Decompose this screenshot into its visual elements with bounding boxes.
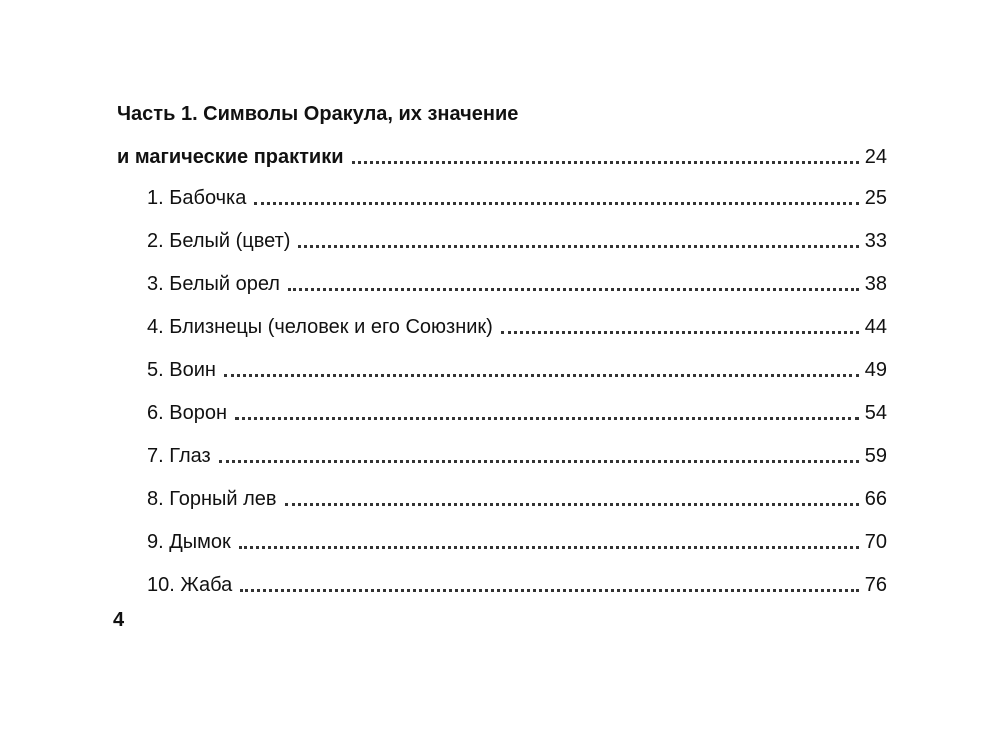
part-title-line1: Часть 1. Символы Оракула, их значение [117, 103, 519, 125]
toc-entry [147, 272, 887, 296]
toc-entry-page: 70 [864, 531, 887, 553]
toc-entry [147, 530, 887, 554]
dot-leader [254, 202, 858, 205]
dot-leader [235, 417, 859, 420]
toc-entry-label: 3. Белый орел [147, 273, 280, 295]
dot-leader [298, 245, 858, 248]
toc-entry [147, 401, 887, 425]
toc-entry-label: 5. Воин [147, 359, 216, 381]
dot-leader [239, 546, 859, 549]
toc-entry [147, 573, 887, 597]
toc-entry [147, 186, 887, 210]
dot-leader [240, 589, 858, 592]
toc-entry-label: 7. Глаз [147, 445, 211, 467]
toc-entry-label: 8. Горный лев [147, 488, 277, 510]
dot-leader [224, 374, 859, 377]
toc-entry-page: 33 [864, 230, 887, 252]
toc-entry-label: 10. Жаба [147, 574, 233, 596]
part-title-row [117, 145, 887, 169]
toc-entry-label: 1. Бабочка [147, 187, 247, 209]
dot-leader [219, 460, 859, 463]
toc-entry [147, 487, 887, 511]
toc-entry-page: 66 [864, 488, 887, 510]
page-number: 4 [113, 609, 125, 631]
table-of-contents [117, 0, 887, 732]
toc-entry-page: 25 [864, 187, 887, 209]
part-page-number: 24 [864, 146, 887, 168]
part-title-line2: и магические практики [117, 146, 344, 168]
toc-entry-page: 76 [864, 574, 887, 596]
toc-entry-label: 6. Ворон [147, 402, 227, 424]
dot-leader [288, 288, 859, 291]
toc-entry [147, 315, 887, 339]
dot-leader [285, 503, 859, 506]
toc-entry [147, 444, 887, 468]
toc-entry [147, 358, 887, 382]
toc-entry-page: 38 [864, 273, 887, 295]
toc-entry [147, 229, 887, 253]
dot-leader [352, 161, 859, 164]
toc-entry-page: 54 [864, 402, 887, 424]
dot-leader [501, 331, 859, 334]
toc-entry-label: 4. Близнецы (человек и его Союзник) [147, 316, 493, 338]
toc-entry-page: 59 [864, 445, 887, 467]
toc-entry-page: 49 [864, 359, 887, 381]
toc-entry-label: 9. Дымок [147, 531, 231, 553]
toc-entry-page: 44 [864, 316, 887, 338]
toc-entry-label: 2. Белый (цвет) [147, 230, 291, 252]
